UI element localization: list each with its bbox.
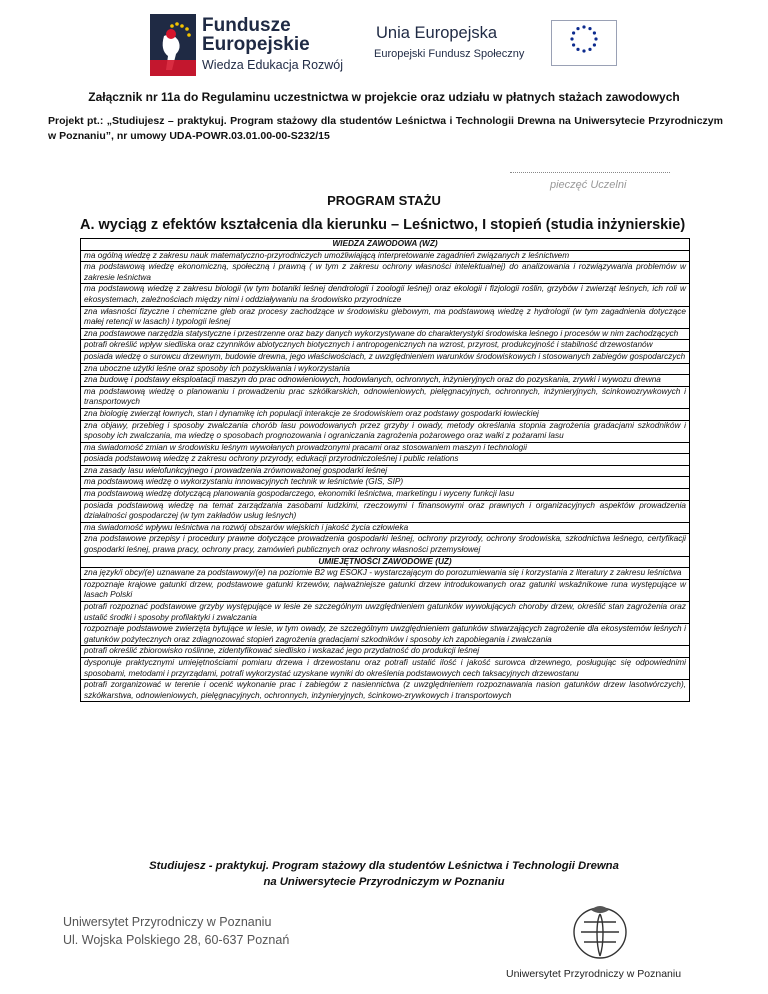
university-address	[63, 913, 289, 949]
learning-outcomes-table	[80, 238, 690, 702]
knowledge-row	[81, 363, 690, 375]
skills-row-cell: rozpoznaje podstawowe zwierzęta bytujące w lesie, w tym owady, ze szczególnym uwzględnieniem gatunków stwarzających zagrożenie dla ekosystemów leśnych i gatunków pożytecznych oraz zdiagnozować stopień zagrożenia gradacjami szkodników i sposoby ich zapobiegania i zwalczania	[81, 624, 690, 646]
skills-row-cell: zna język/i obcy/(e) uznawane za podstawowy/(e) na poziomie B2 wg ESOKJ - wystarczającym do porozumiewania się i korzystania z literatury z zakresu leśnictwa	[81, 568, 690, 580]
skills-row	[81, 568, 690, 580]
skills-row	[81, 680, 690, 702]
skills-row-cell: potrafi zorganizować w terenie i ocenić wykonanie prac i zabiegów z nasiennictwa (z uwzględnieniem rozpoznawania nasion gatunków drzew lasotwórczych), szkółkarstwa, odnowieniowych, pielęgnacyjnych, ochronnych, inżynieryjnych, ścinkowo-zrywkowych i transportowych	[81, 680, 690, 702]
knowledge-row	[81, 340, 690, 352]
project-description: Projekt pt.: „Studiujesz – praktykuj. Program stażowy dla studentów Leśnictwa i Technologii Drewna na Uniwersytecie Przyrodniczym w Poznaniu”, nr umowy UDA-POWR.03.01.00-00-S232/15	[48, 115, 723, 142]
eu-flag-icon	[551, 20, 617, 66]
knowledge-row-cell: posiada podstawową wiedzę z zakresu ochrony przyrody, edukacji przyrodniczoleśnej i public relations	[81, 454, 690, 466]
footer-title-line2: na Uniwersytecie Przyrodniczym w Poznaniu	[263, 876, 505, 888]
knowledge-row	[81, 477, 690, 489]
knowledge-row	[81, 489, 690, 501]
knowledge-row-cell: zna objawy, przebieg i sposoby zwalczania chorób lasu powodowanych przez grzyby i owady, metody określania stopnia zagrożenia gradacjami szkodników i sposoby ich zwalczania, ma wiedzę o sposobach prognozowania i ograniczania zagrożenia pożarowego oraz walki z pożarami lasu	[81, 420, 690, 442]
ue-logo-line2: Europejski Fundusz Społeczny	[374, 48, 525, 60]
skills-header-row-cell: UMIEJĘTNOŚCI ZAWODOWE (UZ)	[81, 556, 690, 568]
knowledge-row-cell: zna budowę i podstawy eksploatacji maszyn do prac odnowieniowych, hodowlanych, ochronnych, inżynieryjnych oraz do pozyskania, zrywki i wywozu drewna	[81, 375, 690, 387]
skills-row	[81, 579, 690, 601]
knowledge-row	[81, 408, 690, 420]
knowledge-row	[81, 351, 690, 363]
knowledge-row-cell: posiada wiedzę o surowcu drzewnym, budowie drewna, jego właściwościach, z uwzględnieniem warunków środowiskowych i stosowanych zabiegów gospodarczych	[81, 351, 690, 363]
knowledge-row-cell: ma podstawową wiedzę ekonomiczną, społeczną i prawną ( w tym z zakresu ochrony własności intelektualnej) do analizowania i rozwiązywania problemów w zakresie leśnictwa	[81, 262, 690, 284]
knowledge-row	[81, 500, 690, 522]
knowledge-row-cell: ma podstawową wiedzę dotyczącą planowania gospodarczego, ekonomiki leśnictwa, marketingu i wyceny funkcji lasu	[81, 489, 690, 501]
knowledge-row	[81, 534, 690, 556]
knowledge-row	[81, 465, 690, 477]
knowledge-row	[81, 386, 690, 408]
footer-title	[0, 858, 768, 890]
knowledge-row-cell: ma świadomość zmian w środowisku leśnym wywołanych prowadzonymi pracami oraz stosowaniem maszyn i technologii	[81, 442, 690, 454]
knowledge-row	[81, 442, 690, 454]
knowledge-row-cell: zna podstawowe przepisy i procedury prawne dotyczące prowadzenia gospodarki leśnej, ochrony przyrody, ochrony środowiska, szkodnictwa leśnego, certyfikacji gospodarki leśnej, prawa pracy, ochrony pracy, zamówień publicznych oraz ochrony własności przemysłowej	[81, 534, 690, 556]
knowledge-row-cell: zna uboczne użytki leśne oraz sposoby ich pozyskiwania i wykorzystania	[81, 363, 690, 375]
skills-row-cell: potrafi rozpoznać podstawowe grzyby występujące w lesie ze szczególnym uwzględnieniem gatunków wywołujących choroby drzew, określić stan zagrożenia oraz ustalić środki i sposoby profilaktyki i zwalczania	[81, 602, 690, 624]
skills-row	[81, 602, 690, 624]
knowledge-row	[81, 250, 690, 262]
knowledge-row-cell: ma podstawową wiedzę o planowaniu i prowadzeniu prac szkółkarskich, odnowieniowych, pielęgnacyjnych, ochronnych, inżynieryjnych, ścinkowozrywkowych i transportowych	[81, 386, 690, 408]
fundusze-europejskie-logo	[150, 14, 350, 80]
stamp-label: pieczęć Uczelni	[550, 179, 627, 191]
unia-europejska-logo	[376, 20, 646, 80]
knowledge-row	[81, 454, 690, 466]
knowledge-row	[81, 420, 690, 442]
university-logo-text: Uniwersytet Przyrodniczy w Poznaniu	[506, 968, 682, 980]
university-emblem-icon	[561, 904, 639, 964]
program-title: PROGRAM STAŻU	[327, 193, 441, 208]
skills-row-cell: potrafi określić zbiorowisko roślinne, zidentyfikować siedlisko i wskazać jego przydatność do produkcji leśnej	[81, 646, 690, 658]
table-header-row	[81, 239, 690, 251]
knowledge-row	[81, 262, 690, 284]
footer-title-line1: Studiujesz - praktykuj. Program stażowy dla studentów Leśnictwa i Technologii Drewna	[149, 860, 619, 872]
knowledge-row	[81, 306, 690, 328]
skills-row	[81, 624, 690, 646]
skills-row-cell: rozpoznaje krajowe gatunki drzew, podstawowe gatunki krzewów, najważniejsze gatunki drzew introdukowanych oraz gatunki wskaźnikowe runa występujące w lasach Polski	[81, 579, 690, 601]
knowledge-row-cell: ma świadomość wpływu leśnictwa na rozwój obszarów wiejskich i jakość życia człowieka	[81, 522, 690, 534]
ue-logo-line1: Unia Europejska	[376, 24, 498, 42]
skills-row-cell: dysponuje praktycznymi umiejętnościami pomiaru drzewa i drzewostanu oraz potrafi ustalić ilość i jakość surowca drzewnego, posługując się odpowiednimi sposobami, metodami i przyrządami, potrafi wykorzystać uzyskane wyniki do określenia podstawowych cech taksacyjnych drzewostanu	[81, 657, 690, 679]
knowledge-row	[81, 284, 690, 306]
university-logo	[506, 904, 696, 984]
knowledge-row-cell: ma ogólną wiedzę z zakresu nauk matematyczno-przyrodniczych umożliwiającą interpretowanie zagadnień związanych z leśnictwem	[81, 250, 690, 262]
knowledge-row-cell: potrafi określić wpływ siedliska oraz czynników abiotycznych biotycznych i antropogenicznych na wzrost, przyrost, produkcyjność i stabilność drzewostanów	[81, 340, 690, 352]
stamp-dotted-line	[510, 172, 670, 173]
knowledge-row-cell: posiada podstawową wiedzę na temat zarządzania zasobami ludzkimi, rzeczowymi i finansowymi oraz prawnych i organizacyjnych aspektów prowadzenia działalności gospodarczej (w tym zakładów usług leśnych)	[81, 500, 690, 522]
address-line2: Ul. Wojska Polskiego 28, 60-637 Poznań	[63, 933, 290, 947]
fe-logo-line3: Wiedza Edukacja Rozwój	[202, 58, 344, 72]
fe-logo-line1: Fundusze	[202, 15, 291, 36]
attachment-title: Załącznik nr 11a do Regulaminu uczestnictwa w projekcie oraz udziału w płatnych stażach zawodowych	[88, 90, 680, 104]
knowledge-row-cell: zna biologię zwierząt łownych, stan i dynamikę ich populacji interakcje ze środowiskiem oraz podstawy gospodarki łowieckiej	[81, 408, 690, 420]
skills-row	[81, 646, 690, 658]
knowledge-row-cell: ma podstawową wiedzę z zakresu biologii (w tym botaniki leśnej dendrologii i zoologii leśnej) oraz ekologii i fizjologii roślin, grzybów i zwierząt leśnych, ich roli w ekosystemach, zależnościach między nimi i oddziaływaniu na środowisko przyrodnicze	[81, 284, 690, 306]
skills-header-row	[81, 556, 690, 568]
skills-row	[81, 657, 690, 679]
address-line1: Uniwersytet Przyrodniczy w Poznaniu	[63, 915, 272, 929]
knowledge-row-cell: ma podstawową wiedzę o wykorzystaniu innowacyjnych technik w leśnictwie (GIS, SIP)	[81, 477, 690, 489]
knowledge-row-cell: zna podstawowe narzędzia statystyczne i przestrzenne oraz bazy danych wykorzystywane do charakterystyki środowiska leśnego i procesów w nim zachodzących	[81, 328, 690, 340]
fe-logo-line2: Europejskie	[202, 34, 310, 55]
fundusze-europejskie-icon	[150, 14, 196, 76]
knowledge-row	[81, 522, 690, 534]
section-title: A. wyciąg z efektów kształcenia dla kierunku – Leśnictwo, I stopień (studia inżynierskie)	[80, 217, 686, 233]
knowledge-row	[81, 328, 690, 340]
knowledge-row	[81, 375, 690, 387]
knowledge-row-cell: zna własności fizyczne i chemiczne gleb oraz procesy zachodzące w środowisku glebowym, ma podstawową wiedzę z hydrologii (w tym zagadnienia dotyczące małej retencji w lasach) i typologii leśnej	[81, 306, 690, 328]
knowledge-header: WIEDZA ZAWODOWA (WZ)	[81, 239, 690, 251]
knowledge-row-cell: zna zasady lasu wielofunkcyjnego i prowadzenia zrównoważonej gospodarki leśnej	[81, 465, 690, 477]
